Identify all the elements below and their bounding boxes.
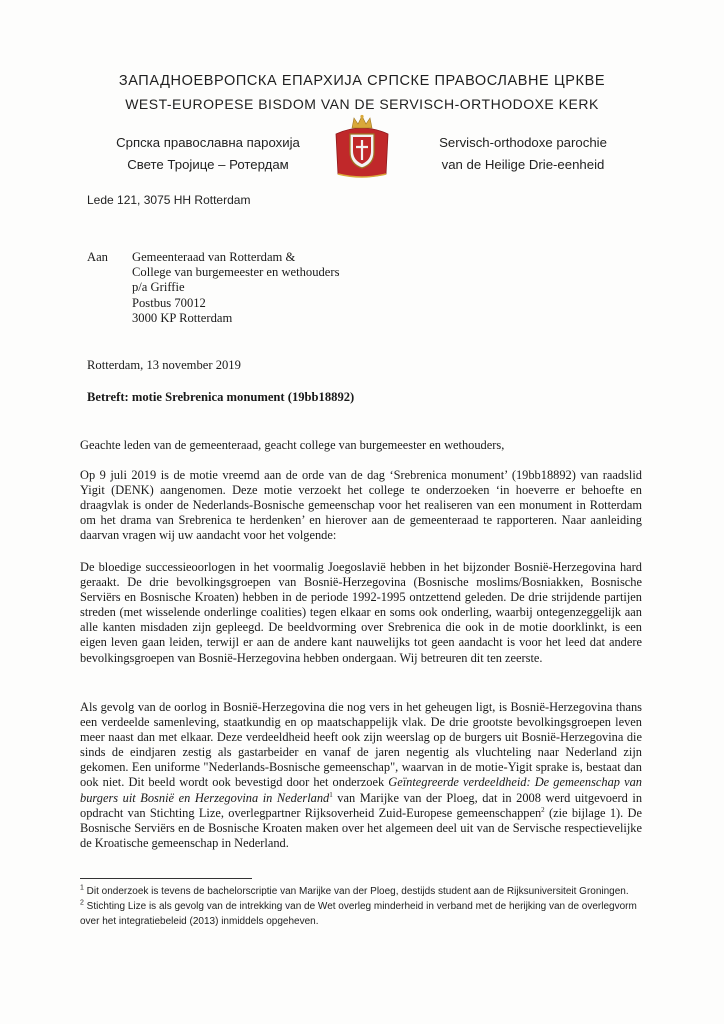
parish-serbian-line1: Српска православна парохија	[116, 135, 300, 150]
parish-name-serbian	[104, 132, 312, 176]
letter-subject: Betreft: motie Srebrenica monument (19bb18892)	[87, 390, 355, 404]
parish-serbian-line2: Свете Тројице – Ротердам	[127, 157, 289, 172]
paragraph-3	[80, 700, 642, 851]
recipient-line: College van burgemeester en wethouders	[132, 265, 340, 280]
recipient-line: 3000 KP Rotterdam	[132, 310, 233, 325]
recipient-line: Gemeenteraad van Rotterdam &	[132, 250, 296, 264]
paragraph-1-text: Op 9 juli 2019 is de motie vreemd aan de orde van de dag ‘Srebrenica monument’ (19bb18892) van raadslid Yigit (DENK) aangenomen. Deze motie verzoekt het college te onderzoeken ‘in hoeverre er behoefte en draagvlak is onder de Nederlands-Bosnische gemeenschap voor het realiseren van een monument in Rotterdam om het drama van Srebrenica te herdenken’ en hierover aan de gemeenteraad te rapporteren. Naar aanleiding daarvan vragen wij uw aandacht voor het volgende:	[80, 468, 642, 543]
paragraph-3-part1: Als gevolg van de oorlog in Bosnië-Herzegovina die nog vers in het geheugen ligt, is Bosnië-Herzegovina thans een verdeelde samenleving, staatkundig en op maatschappelijk vlak. De drie grootste bevolkingsgroepen leven meer naast dan met elkaar. Deze verdeeldheid heeft ook zijn weerslag op de burgers uit Bosnië-Herzegovina die sinds de eindjaren zestig als gastarbeider en vanaf de jaren negentig als vluchteling naar Nederland zijn gekomen. Een uniforme "Nederlands-Bosnische gemeenschap", waarvan in de motie-Yigit sprake is, bestaat dan ook niet. Dit beeld wordt ook bevestigd door het onderzoek	[80, 700, 642, 790]
footnotes	[80, 885, 648, 930]
recipient-line: p/a Griffie	[132, 280, 185, 295]
letter-date: Rotterdam, 13 november 2019	[87, 358, 241, 372]
paragraph-3-part2: van Marijke van der Ploeg, dat in 2008 werd uitgevoerd in opdracht van Stichting Lize, overlegpartner Rijksoverheid Zuid-Europese gemeenschappen	[80, 790, 643, 820]
paragraph-3-text	[80, 700, 642, 851]
paragraph-1	[80, 468, 642, 543]
diocese-crest-logo	[330, 114, 394, 180]
salutation	[80, 438, 642, 453]
footnote-2-text: Stichting Lize is als gevolg van de intrekking van de Wet overleg minderheid in verband met de herijking van de overlegvorm over het integratiebeleid (2013) inmiddels opgeheven.	[80, 901, 637, 927]
footnote-1-marker: 1	[80, 884, 84, 892]
footnote-1	[80, 885, 648, 899]
paragraph-2	[80, 560, 642, 666]
footnote-2	[80, 900, 648, 929]
parish-dutch-line1: Servisch-orthodoxe parochie	[439, 135, 607, 150]
parish-name-dutch	[418, 132, 628, 176]
paragraph-2-text: De bloedige successieoorlogen in het voormalig Joegoslavië hebben in het bijzonder Bosnië-Herzegovina hard geraakt. De drie bevolkingsgroepen van Bosnië-Herzegovina (Bosnische moslims/Bosniakken, Bosnische Serviërs en Bosnische Kroaten) hebben in de periode 1992-1995 ontzettend geleden. De drie strijdende partijen streden (met wisselende onderlinge coalities) tegen elkaar en soms ook onderling, waarbij ontegenzeggelijk aan alle kanten misdaden zijn gepleegd. De beeldvorming over Srebrenica die ook in de motie doorklinkt, is een eigen leven gaan leiden, terwijl er aan de andere kant nauwelijks tot geen aandacht is voor het leed dat andere bevolkingsgroepen van Bosnië-Herzegovina hebben ondergaan. Wij betreuren dit ten zeerste.	[80, 560, 642, 665]
recipient-line: Postbus 70012	[132, 295, 206, 310]
recipient-label: Aan	[87, 250, 108, 264]
parish-dutch-line2: van de Heilige Drie-eenheid	[441, 157, 605, 172]
study-title: Geïntegreerde verdeeldheid: De gemeenschap van burgers uit Bosnië en Herzegovina in Nederland	[80, 775, 642, 805]
footnote-divider	[80, 878, 252, 879]
paragraph-3-part3: (zie bijlage 1). De Bosnische Serviërs en de Bosnische Kroaten maken over het algemeen deel uit van de Servische respectievelijke de Kroatische gemeenschap in Nederland.	[80, 805, 642, 850]
footnote-1-text: Dit onderzoek is tevens de bachelorscriptie van Marijke van der Ploeg, destijds student aan de Rijksuniversiteit Groningen.	[83, 886, 629, 897]
footnote-2-marker: 2	[80, 900, 84, 908]
diocese-title-dutch: WEST-EUROPESE BISDOM VAN DE SERVISCH-ORTHODOXE KERK	[125, 96, 599, 112]
footnote-ref-2: 2	[541, 805, 545, 814]
salutation-text: Geachte leden van de gemeenteraad, geacht college van burgemeester en wethouders,	[80, 438, 505, 452]
sender-address: Lede 121, 3075 HH Rotterdam	[87, 193, 251, 207]
footnote-ref-1: 1	[329, 790, 333, 799]
diocese-title-serbian: ЗАПАДНОЕВРОПСКА ЕПАРХИЈА СРПСКЕ ПРАВОСЛАВНЕ ЦРКВЕ	[118, 73, 606, 89]
recipient-address	[132, 250, 340, 326]
